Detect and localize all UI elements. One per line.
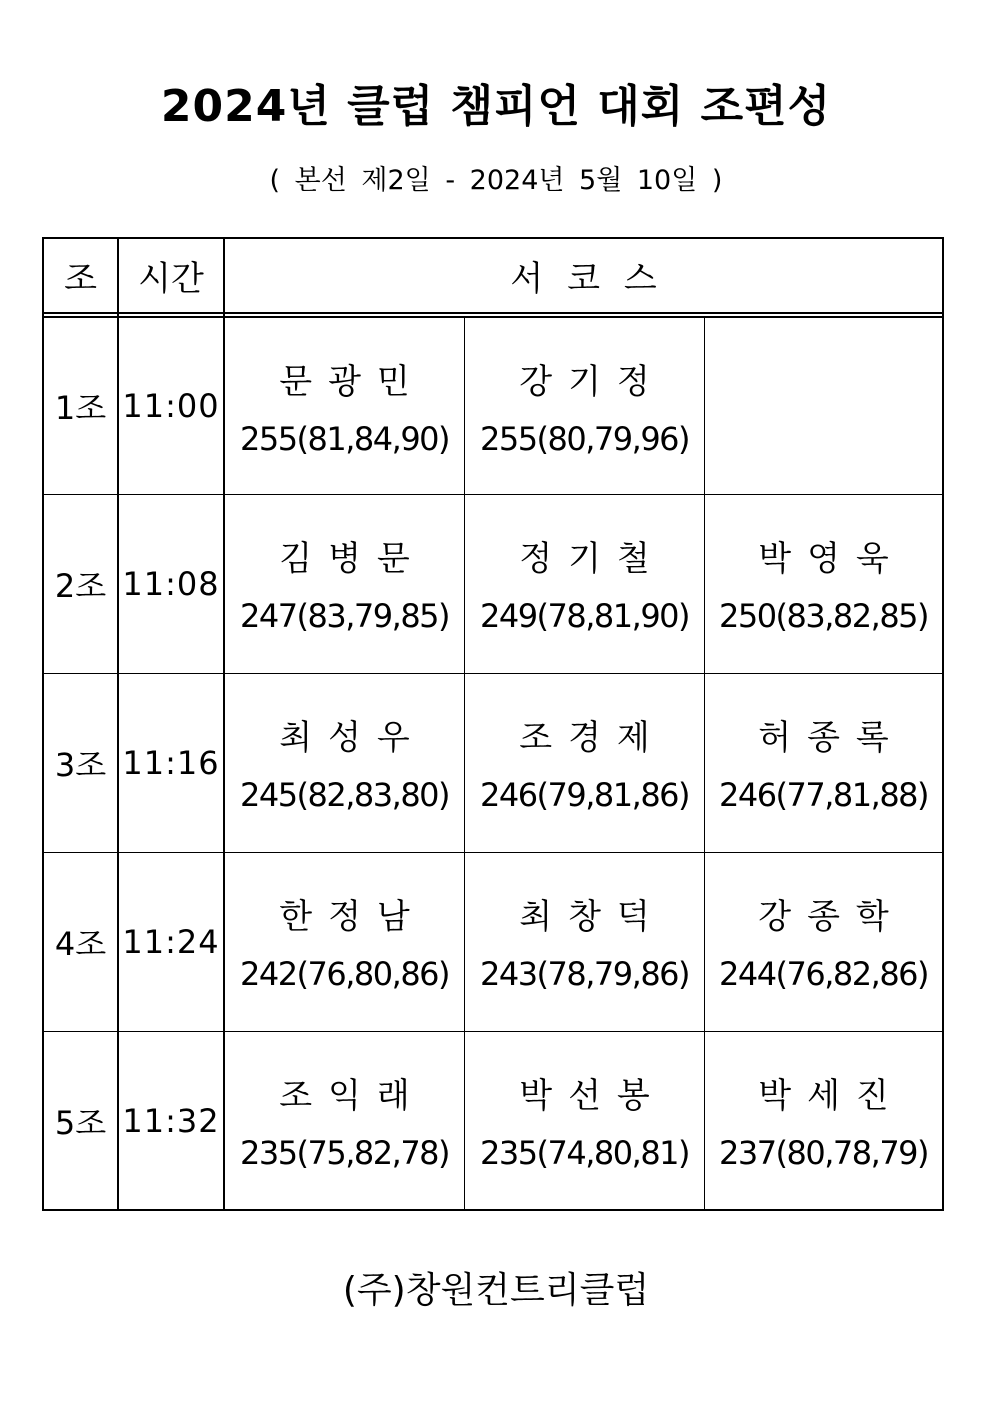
player-score: 246(77,81,88) [718,776,929,814]
player-score: 242(76,80,86) [239,955,450,993]
header-group: 조 [64,259,97,299]
group-label: 5조 [54,1103,107,1142]
tee-time: 11:32 [122,1101,220,1140]
player-score: 249(78,81,90) [479,597,690,635]
player-score: 245(82,83,80) [239,776,450,814]
player-name: 문광민 [279,362,426,402]
player-name: 박영욱 [758,539,905,579]
player-cell [465,318,704,494]
player-score: 235(75,82,78) [239,1134,450,1172]
player-name: 한정남 [279,897,426,937]
group-label: 2조 [54,567,107,605]
organizer-name: (주)창원컨트리클럽 [342,1270,650,1311]
player-cell [705,674,942,852]
group-label: 4조 [54,925,107,963]
pairing-table [42,237,944,1211]
player-name: 최창덕 [519,897,666,937]
player-score: 244(76,82,86) [718,955,929,993]
player-cell [705,318,942,494]
page-subtitle: ( 본선 제2일 - 2024년 5월 10일 ) [269,165,723,196]
player-cell [225,853,464,1031]
player-name: 김병문 [279,539,426,579]
player-score: 247(83,79,85) [239,597,450,635]
player-cell [465,1032,704,1209]
header-time: 시간 [138,259,204,299]
player-name: 허종록 [758,718,905,758]
player-score: 235(74,80,81) [479,1134,690,1172]
tee-time: 11:24 [122,923,220,961]
tee-time: 11:08 [122,565,220,603]
player-score: 237(80,78,79) [718,1134,929,1172]
group-label: 1조 [54,389,107,427]
player-cell [225,495,464,673]
player-cell [225,318,464,494]
player-name: 조익래 [279,1076,426,1116]
player-name: 박선봉 [519,1076,666,1116]
player-name: 조경제 [519,718,666,758]
page-title: 2024년 클럽 챔피언 대회 조편성 [160,81,832,132]
player-cell [225,674,464,852]
player-score: 255(81,84,90) [239,420,450,458]
player-score: 250(83,82,85) [718,597,929,635]
player-name: 강종학 [758,897,905,937]
player-name: 박세진 [758,1076,905,1116]
player-name: 강기정 [519,362,666,402]
divider [44,312,942,314]
player-score: 246(79,81,86) [479,776,690,814]
tee-time: 11:16 [122,744,220,782]
player-score: 243(78,79,86) [479,955,690,993]
tee-time: 11:00 [122,387,220,425]
player-cell [225,1032,464,1209]
player-name: 정기철 [519,539,666,579]
player-score: 255(80,79,96) [479,420,690,458]
player-name: 최성우 [279,718,426,758]
player-cell [465,495,704,673]
player-cell [705,1032,942,1209]
group-label: 3조 [54,746,107,784]
player-cell [705,495,942,673]
player-cell [465,853,704,1031]
player-cell [705,853,942,1031]
player-cell [465,674,704,852]
header-course: 서코스 [510,259,681,299]
